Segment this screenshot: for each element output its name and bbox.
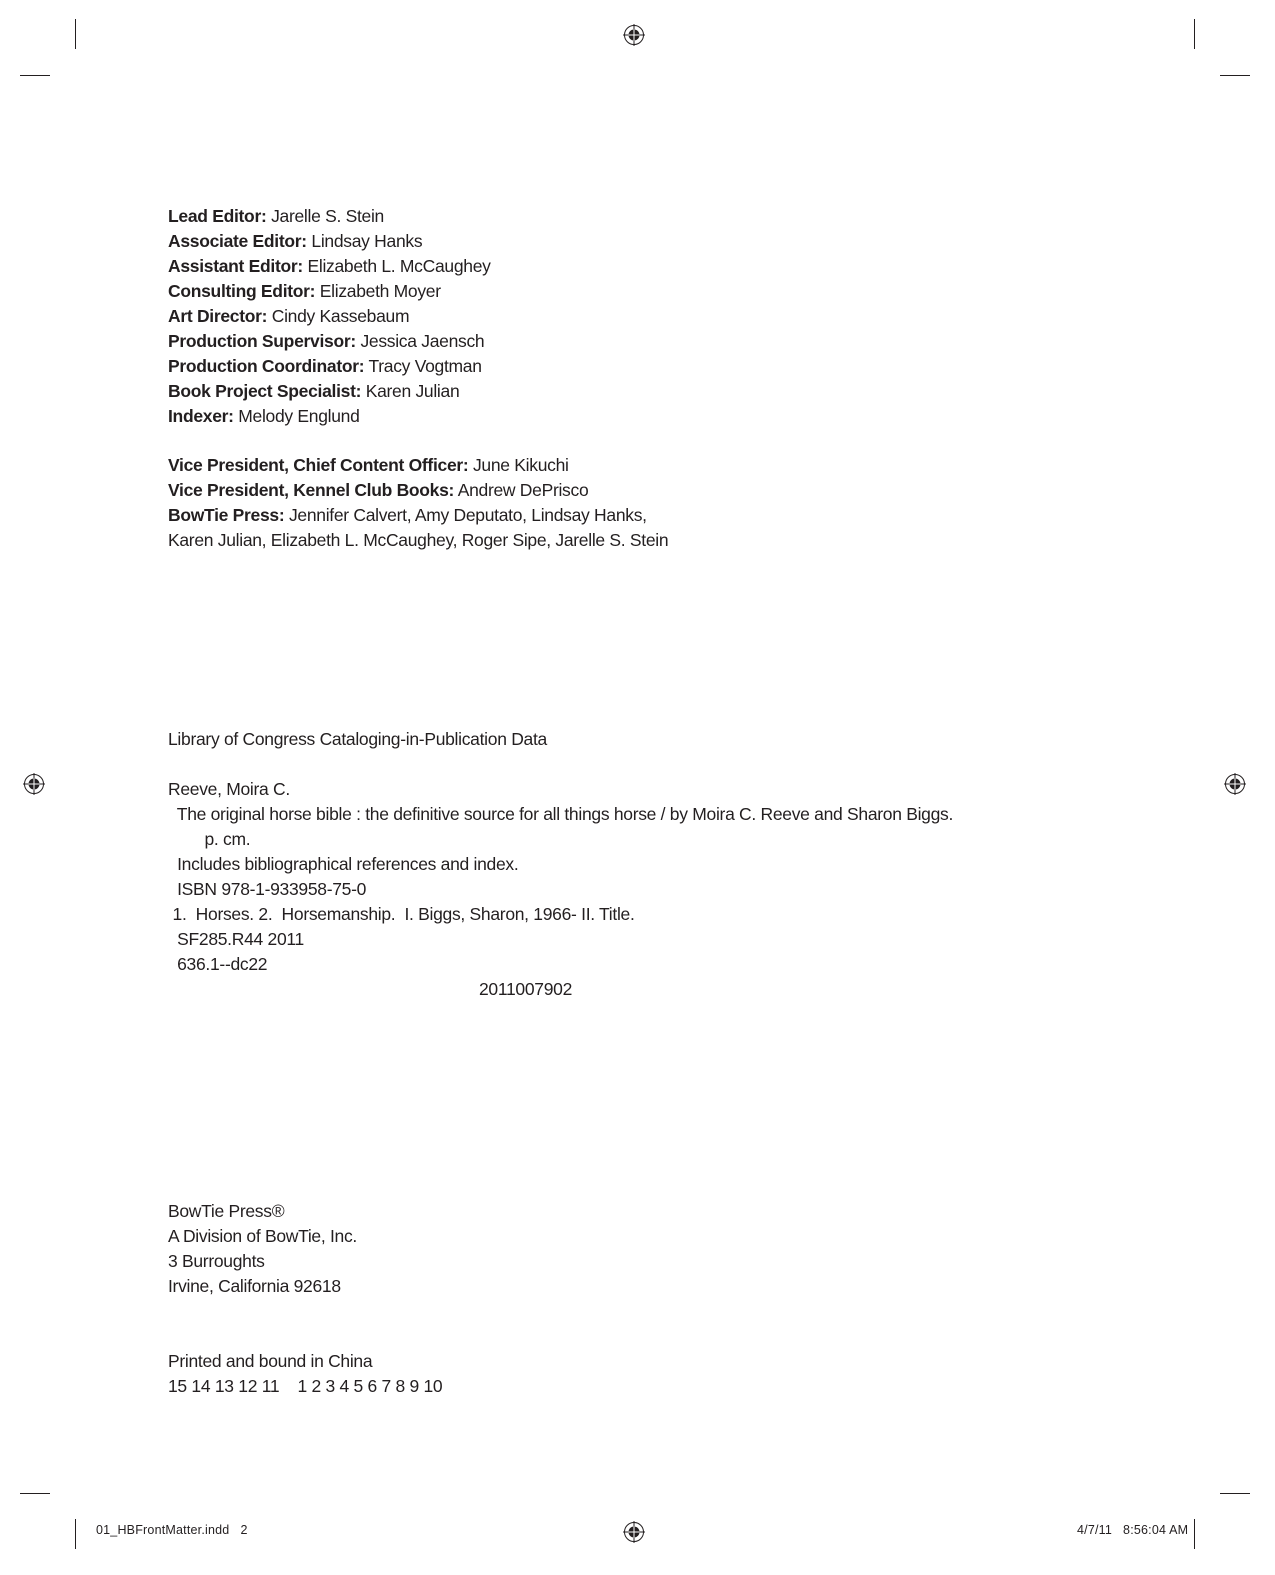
credit-line: Assistant Editor: Elizabeth L. McCaughey bbox=[168, 256, 491, 276]
crop-mark-bottom-left-vertical bbox=[75, 1519, 76, 1549]
executive-line: BowTie Press: Jennifer Calvert, Amy Deputato, Lindsay Hanks, bbox=[168, 505, 647, 525]
slug-filename: 01_HBFrontMatter.indd 2 bbox=[96, 1523, 248, 1537]
credit-line: Production Supervisor: Jessica Jaensch bbox=[168, 331, 485, 351]
cip-line: SF285.R44 2011 bbox=[168, 929, 304, 949]
cip-line: The original horse bible : the definitive source for all things horse / by Moira C. Reeve and Sharon Biggs. bbox=[168, 804, 954, 824]
publisher-address bbox=[168, 1199, 357, 1299]
publisher-line: A Division of BowTie, Inc. bbox=[168, 1226, 357, 1246]
crop-mark-top-left-horizontal bbox=[20, 75, 50, 76]
registration-mark-right-icon bbox=[1224, 773, 1246, 795]
crop-mark-top-right-vertical bbox=[1194, 19, 1195, 49]
crop-mark-bottom-left-horizontal bbox=[20, 1493, 50, 1494]
crop-mark-top-left-vertical bbox=[75, 19, 76, 49]
printing-info bbox=[168, 1349, 442, 1399]
executive-line: Vice President, Kennel Club Books: Andrew DePrisco bbox=[168, 480, 589, 500]
credit-line: Production Coordinator: Tracy Vogtman bbox=[168, 356, 482, 376]
credit-line: Associate Editor: Lindsay Hanks bbox=[168, 231, 423, 251]
registration-mark-top-icon bbox=[623, 24, 645, 46]
crop-mark-bottom-right-horizontal bbox=[1220, 1493, 1250, 1494]
crop-mark-top-right-horizontal bbox=[1220, 75, 1250, 76]
cip-line: p. cm. bbox=[168, 829, 251, 849]
publisher-line: Irvine, California 92618 bbox=[168, 1276, 341, 1296]
credit-line: Book Project Specialist: Karen Julian bbox=[168, 381, 460, 401]
cip-line: Includes bibliographical references and index. bbox=[168, 854, 519, 874]
cip-block bbox=[168, 727, 953, 1002]
executive-line-continuation: Karen Julian, Elizabeth L. McCaughey, Roger Sipe, Jarelle S. Stein bbox=[168, 530, 669, 550]
cip-line: 636.1--dc22 bbox=[168, 954, 268, 974]
publisher-line: 3 Burroughts bbox=[168, 1251, 265, 1271]
executive-line: Vice President, Chief Content Officer: June Kikuchi bbox=[168, 455, 569, 475]
cip-heading: Library of Congress Cataloging-in-Publication Data bbox=[168, 729, 547, 749]
credit-line: Art Director: Cindy Kassebaum bbox=[168, 306, 410, 326]
cip-line: 1. Horses. 2. Horsemanship. I. Biggs, Sharon, 1966- II. Title. bbox=[168, 904, 635, 924]
cip-lccn: 2011007902 bbox=[479, 979, 573, 999]
printing-numbers-line: 15 14 13 12 11 1 2 3 4 5 6 7 8 9 10 bbox=[168, 1376, 443, 1396]
slug-timestamp: 4/7/11 8:56:04 AM bbox=[1077, 1523, 1189, 1537]
cip-line: Reeve, Moira C. bbox=[168, 779, 290, 799]
cip-line: ISBN 978-1-933958-75-0 bbox=[168, 879, 367, 899]
registration-mark-bottom-icon bbox=[623, 1521, 645, 1543]
registration-mark-left-icon bbox=[23, 773, 45, 795]
publisher-line: BowTie Press® bbox=[168, 1201, 285, 1221]
credit-line: Lead Editor: Jarelle S. Stein bbox=[168, 206, 384, 226]
crop-mark-bottom-right-vertical bbox=[1194, 1519, 1195, 1549]
credit-line: Indexer: Melody Englund bbox=[168, 406, 360, 426]
executives-block bbox=[168, 453, 668, 553]
credit-line: Consulting Editor: Elizabeth Moyer bbox=[168, 281, 441, 301]
credits-block bbox=[168, 204, 491, 429]
printed-in-line: Printed and bound in China bbox=[168, 1351, 373, 1371]
